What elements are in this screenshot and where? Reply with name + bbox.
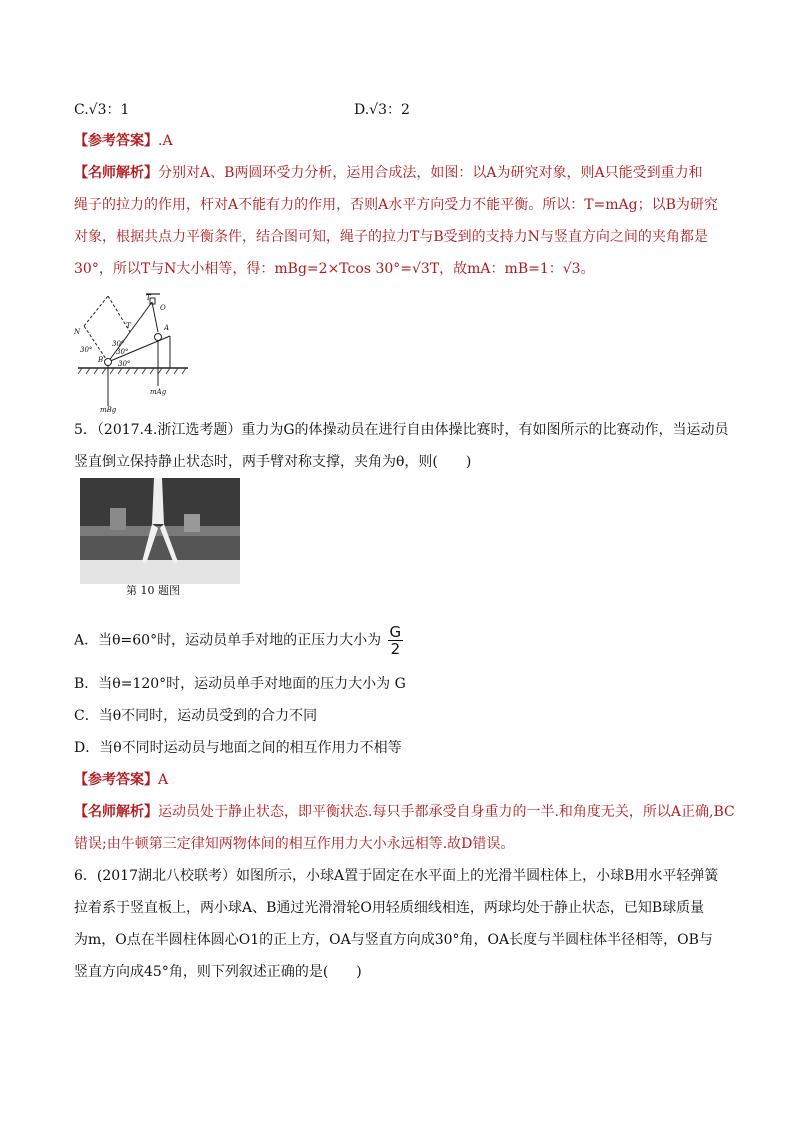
q5-stem-line-1: 5．（2017.4.浙江选考题）重力为G的体操动员在进行自由体操比赛时，有如图所示的比赛动作，当运动员 xyxy=(74,422,729,438)
q5-option-a: A．当θ=60°时，运动员单手对地的正压力大小为 $\frac{G}{2}$ xyxy=(74,623,402,658)
label-b: B xyxy=(98,356,104,364)
option-d: D.√3：2 xyxy=(354,102,410,118)
q5-option-b: B．当θ=120°时，运动员单手对地面的压力大小为 G xyxy=(74,676,406,692)
analysis-label: 【名师解析】 xyxy=(74,165,158,181)
q6-stem-line-4: 竖直方向成45°角，则下列叙述正确的是( ) xyxy=(74,964,362,980)
figure-caption: 第 10 题图 xyxy=(126,584,180,597)
force-diagram xyxy=(70,288,196,414)
label-angle-3: 30° xyxy=(80,346,93,354)
label-t: T xyxy=(126,322,131,330)
q4-analysis-line-2: 绳子的拉力的作用，杆对A不能有力的作用，否则A水平方向受力不能平衡。所以：T=mAg；以B为研究 xyxy=(74,197,718,213)
fraction-g-over-2: $\frac{G}{2}$ xyxy=(389,623,402,658)
q5-stem-line-2: 竖直倒立保持静止状态时，两手臂对称支撑，夹角为θ，则( ) xyxy=(74,454,472,470)
q5-analysis-line-1: 【名师解析】运动员处于静止状态，即平衡状态.每只手都承受自身重力的一半.和角度无关，所以A正确,BC xyxy=(74,804,735,820)
q5-analysis-line-2: 错误;由牛顿第三定律知两物体间的相互作用力大小永远相等.故D错误。 xyxy=(74,836,515,852)
answer-value: .A xyxy=(158,133,173,149)
label-n: N xyxy=(74,328,81,336)
q5-answer: 【参考答案】A xyxy=(74,772,169,788)
q4-analysis-line-1: 【名师解析】分别对A、B两圆环受力分析，运用合成法，如图：以A为研究对象，则A只能受到重力和 xyxy=(74,165,703,181)
q6-stem-line-3: 为m，O点在半圆柱体圆心O1的正上方，OA与竖直方向成30°角，OA长度与半圆柱体半径相等，OB与 xyxy=(74,932,713,948)
q4-answer xyxy=(74,131,173,151)
label-o: O xyxy=(160,304,166,312)
option-c: C.√3：1 xyxy=(74,102,130,118)
label-mbg: mBg xyxy=(100,406,117,414)
q5-option-d: D．当θ不同时运动员与地面之间的相互作用力不相等 xyxy=(74,740,402,756)
label-angle-2: 30° xyxy=(116,348,129,356)
label-angle-1: 30° xyxy=(112,340,125,348)
q4-analysis-line-3: 对象，根据共点力平衡条件，结合图可知，绳子的拉力T与B受到的支持力N与竖直方向之间的夹角都是 xyxy=(74,229,708,245)
q5-option-c: C．当θ不同时，运动员受到的合力不同 xyxy=(74,708,318,724)
gymnast-photo xyxy=(80,478,240,584)
q6-stem-line-2: 拉着系于竖直板上，两小球A、B通过光滑滑轮O用轻质细线相连，两球均处于静止状态，已知B球质量 xyxy=(74,900,705,916)
label-a: A xyxy=(164,324,170,332)
q4-analysis-line-4: 30°，所以T与N大小相等，得：mBg=2×Tcos 30°=√3T，故mA：mB=1：√3。 xyxy=(74,261,595,277)
q6-stem-line-1: 6．(2017湖北八校联考）如图所示，小球A置于固定在水平面上的光滑半圆柱体上，小球B用水平轻弹簧 xyxy=(74,868,719,884)
label-t-top: T xyxy=(146,294,151,302)
label-mag: mAg xyxy=(150,388,167,396)
label-angle-4: 30° xyxy=(118,360,131,368)
answer-label: 【参考答案】 xyxy=(74,133,158,149)
